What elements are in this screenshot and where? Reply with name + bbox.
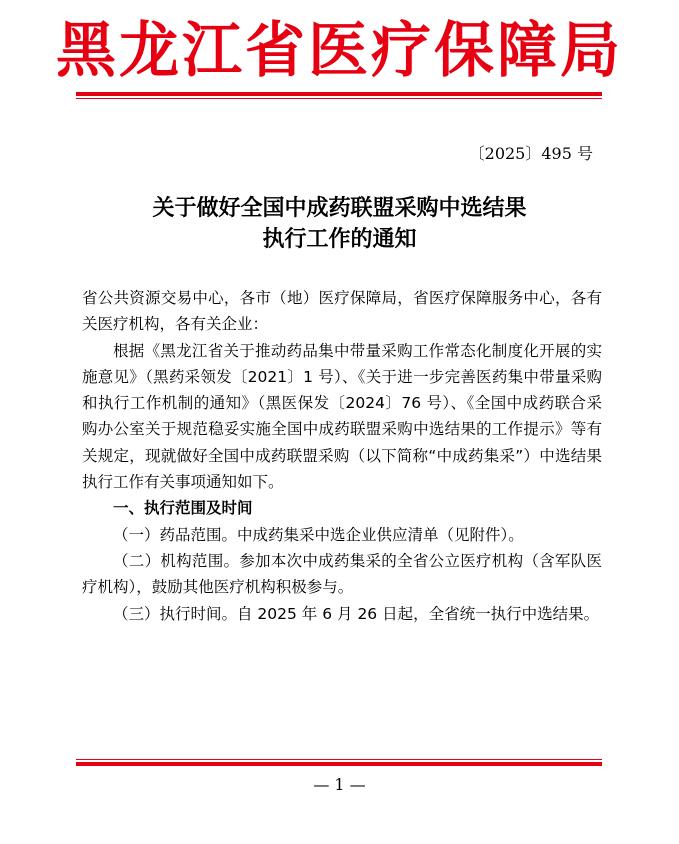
footer-red-line-thin <box>76 759 602 760</box>
agency-header: 黑龙江省医疗保障局 <box>56 16 623 86</box>
list-item-drug-scope: （一）药品范围。中成药集采中选企业供应清单（见附件）。 <box>113 525 524 544</box>
page-number: — 1 — <box>313 775 366 794</box>
intro-paragraph: 根据《黑龙江省关于推动药品集中带量采购工作常态化制度化开展的实施意见》（黑药采领发〔2021〕1 号）、《关于进一步完善医药集中带量采购和执行工作机制的通知》（黑医保发〔2024〕76 号）、《全国中成药联合采购办公室关于规范稳妥实施全国中成药联盟采购中选结果的工作提示》等有关规定，现就做好全国中成药联盟采购（以下简称“中成药集采”）中选结果执行工作有关事项通知如下。 <box>82 341 602 492</box>
list-item-execution-time: （三）执行时间。自 2025 年 6 月 26 日起，全省统一执行中选结果。 <box>113 604 600 623</box>
document-number: 〔2025〕495 号 <box>468 144 593 163</box>
header-red-line-thin <box>76 98 602 99</box>
title-line-1: 关于做好全国中成药联盟采购中选结果 <box>152 195 527 221</box>
section-heading: 一、执行范围及时间 <box>113 499 253 518</box>
footer-red-line-thick <box>76 762 602 766</box>
title-line-2: 执行工作的通知 <box>262 226 417 252</box>
header-red-line-thick <box>76 92 602 96</box>
list-item-institution-scope: （二）机构范围。参加本次中成药集采的全省公立医疗机构（含军队医疗机构），鼓励其他医疗机构积极参与。 <box>82 551 602 597</box>
document-body <box>82 285 602 627</box>
addressee: 省公共资源交易中心，各市（地）医疗保障局，省医疗保障服务中心，各有关医疗机构，各有关企业： <box>82 289 602 334</box>
